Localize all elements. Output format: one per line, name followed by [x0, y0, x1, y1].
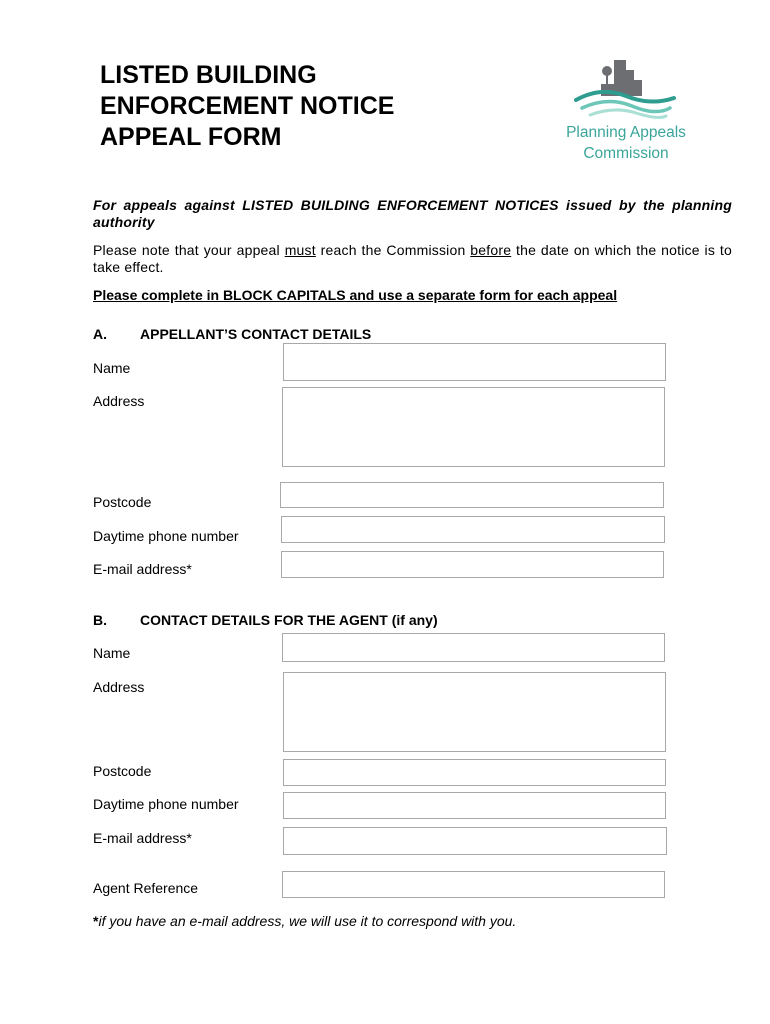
section-a-title: APPELLANT’S CONTACT DETAILS [140, 326, 372, 342]
section-a-heading [93, 326, 693, 343]
form-title-line-3: APPEAL FORM [100, 123, 282, 151]
footnote-text: if you have an e-mail address, we will use it to correspond with you. [98, 913, 517, 929]
appellant-phone-input[interactable] [281, 516, 665, 543]
agent-reference-input[interactable] [282, 871, 665, 898]
note-must: must [284, 242, 316, 258]
form-title-line-1: LISTED BUILDING [100, 61, 317, 89]
agent-phone-label: Daytime phone number [93, 796, 239, 812]
agent-phone-input[interactable] [283, 792, 666, 819]
appellant-phone-label: Daytime phone number [93, 528, 239, 544]
agent-address-label: Address [93, 679, 145, 695]
agent-address-input[interactable] [283, 672, 666, 752]
agent-reference-label: Agent Reference [93, 880, 199, 896]
appellant-name-input[interactable] [283, 343, 666, 381]
logo-text-line-1: Planning Appeals [566, 124, 686, 141]
appellant-email-label: E-mail address* [93, 561, 192, 577]
section-b-title: CONTACT DETAILS FOR THE AGENT (if any) [140, 612, 438, 628]
appellant-address-label: Address [93, 393, 145, 409]
agent-name-input[interactable] [282, 633, 665, 662]
block-capitals-instruction: Please complete in BLOCK CAPITALS and use a separate form for each appeal [93, 287, 618, 303]
planning-appeals-commission-logo [556, 56, 696, 166]
email-footnote [93, 913, 516, 930]
footnote-star: * [93, 913, 99, 929]
appellant-address-input[interactable] [282, 387, 665, 467]
agent-postcode-input[interactable] [283, 759, 666, 786]
form-title [100, 60, 394, 153]
form-title-line-2: ENFORCEMENT NOTICE [100, 92, 395, 120]
appellant-name-label: Name [93, 360, 131, 376]
appellant-postcode-input[interactable] [280, 482, 664, 508]
agent-email-input[interactable] [283, 827, 667, 855]
intro-statement: For appeals against LISTED BUILDING ENFORCEMENT NOTICES issued by the planning authority [93, 197, 732, 230]
section-b-letter: B. [93, 612, 107, 628]
agent-email-label: E-mail address* [93, 830, 192, 846]
section-a-letter: A. [93, 326, 107, 342]
section-b-heading [93, 612, 693, 629]
note-part-2: reach the Commission [315, 242, 471, 258]
agent-postcode-label: Postcode [93, 763, 152, 779]
note-part-1: Please note that your appeal [93, 242, 285, 258]
agent-name-label: Name [93, 645, 131, 661]
logo-text-line-2: Commission [583, 145, 669, 162]
note-part-3: the date on which the notice is to take effect. [93, 242, 732, 275]
deadline-note [93, 242, 732, 276]
appellant-postcode-label: Postcode [93, 494, 152, 510]
city-skyline-waves-logo-icon [556, 56, 696, 126]
note-before: before [470, 242, 512, 258]
appellant-email-input[interactable] [281, 551, 664, 578]
